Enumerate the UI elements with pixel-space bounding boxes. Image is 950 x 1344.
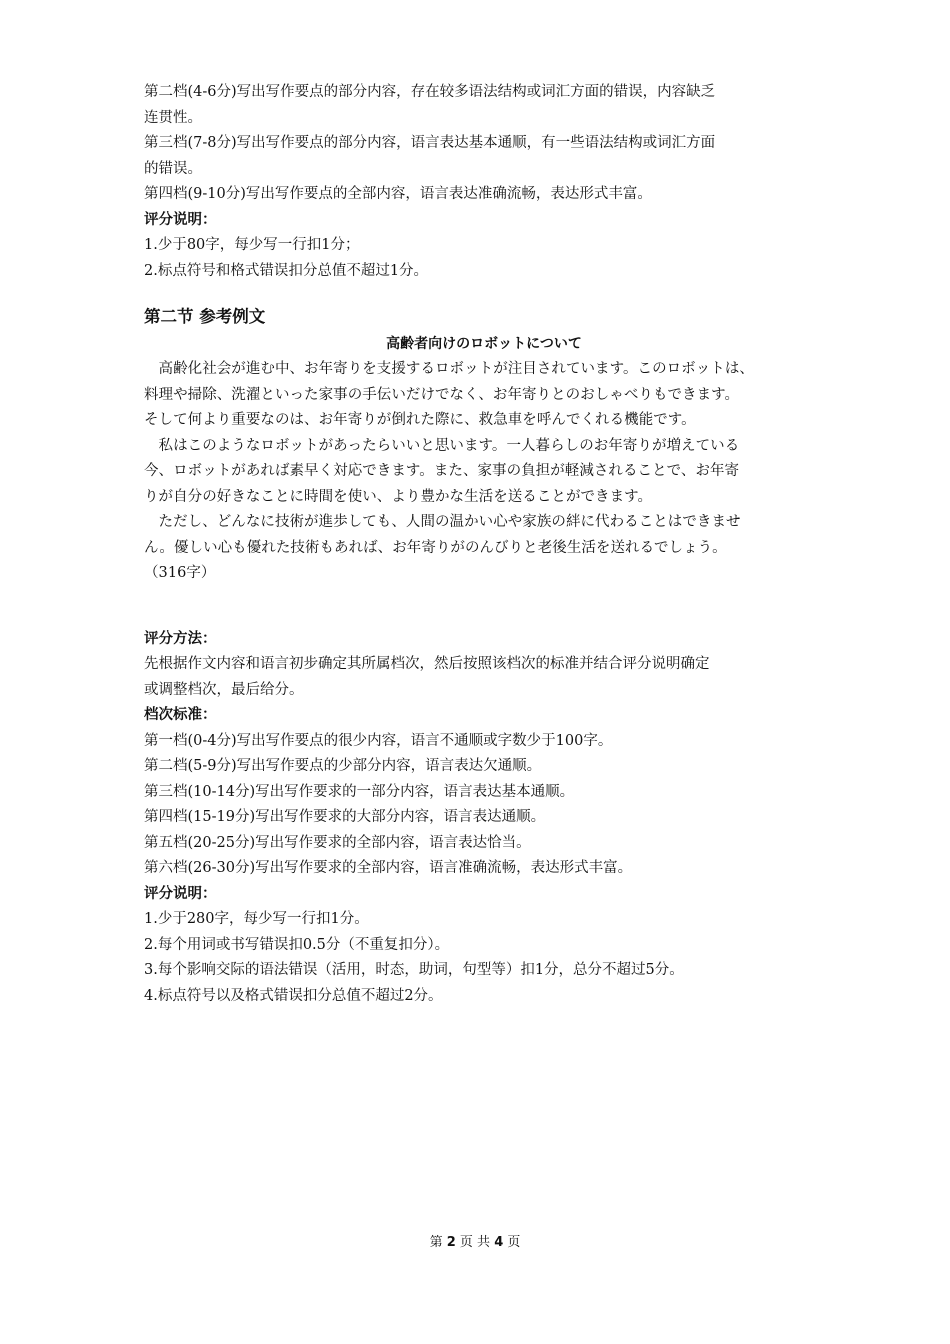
- standard-line: 第一档(0-4分)写出写作要点的很少内容，语言不通顺或字数少于100字。: [144, 732, 613, 749]
- essay-line: 料理や掃除、洗濯といった家事の手伝いだけでなく、お年寄りとのおしゃべりもできます。: [144, 386, 740, 403]
- method-line: 先根据作文内容和语言初步确定其所属档次，然后按照该档次的标准并结合评分说明确定: [144, 656, 710, 672]
- level-line: 连贯性。: [144, 109, 202, 126]
- essay-line: 私はこのようなロボットがあったらいいと思います。一人暮らしのお年寄りが増えている: [144, 437, 740, 454]
- essay-title: 高齢者向けのロボットについて: [386, 336, 582, 352]
- essay-line: ん。優しい心も優れた技術もあれば、お年寄りがのんびりと老後生活を送れるでしょう。: [144, 539, 727, 556]
- essay-text: [144, 357, 824, 587]
- footer-page-number: 2: [446, 1235, 456, 1250]
- note-line: 3.每个影响交际的语法错误（活用，时态，助词，句型等）扣1分，总分不超过5分。: [144, 962, 684, 978]
- level-line: 第二档(4-6分)写出写作要点的部分内容，存在较多语法结构或词汇方面的错误，内容缺乏: [144, 84, 716, 100]
- note-line: 1.少于80字，每少写一行扣1分；: [144, 237, 360, 253]
- standard-list: [144, 729, 824, 882]
- essay-line: 今、ロボットがあれば素早く対応できます。また、家事の負担が軽減されることで、お年寄: [144, 463, 740, 479]
- footer-prefix: 第: [429, 1235, 443, 1250]
- page-footer: [0, 1231, 950, 1250]
- footer-middle: 页 共: [459, 1235, 491, 1250]
- footer-suffix: 页: [507, 1235, 521, 1250]
- level-line: 的错误。: [144, 160, 202, 177]
- standard-line: 第四档(15-19分)写出写作要求的大部分内容，语言表达通顺。: [144, 809, 546, 825]
- top-levels: [144, 80, 824, 208]
- essay-word-count: （316字）: [144, 565, 216, 581]
- method-text: [144, 652, 824, 703]
- standard-line: 第五档(20-25分)写出写作要求的全部内容，语言表达恰当。: [144, 834, 531, 851]
- essay-line: そして何より重要なのは、お年寄りが倒れた際に、救急車を呼んでくれる機能です。: [144, 412, 696, 428]
- method-line: 或调整档次，最后给分。: [144, 681, 304, 698]
- note-line: 2.每个用词或书写错误扣0.5分（不重复扣分）。: [144, 936, 450, 953]
- essay-line: りが自分の好きなことに時間を使い、より豊かな生活を送ることができます。: [144, 488, 653, 505]
- note-line: 1.少于280字，每少写一行扣1分。: [144, 911, 369, 927]
- spacer: [144, 587, 824, 627]
- notes-heading: 评分说明：: [144, 885, 217, 902]
- standard-line: 第三档(10-14分)写出写作要求的一部分内容，语言表达基本通顺。: [144, 783, 575, 800]
- level-line: 第四档(9-10分)写出写作要点的全部内容，语言表达准确流畅，表达形式丰富。: [144, 186, 652, 202]
- footer-total-pages: 4: [494, 1235, 504, 1250]
- note-line: 2.标点符号和格式错误扣分总值不超过1分。: [144, 262, 429, 279]
- notes-list: [144, 907, 824, 1009]
- document-body: [144, 80, 824, 1009]
- essay-line: 高齢化社会が進む中、お年寄りを支援するロボットが注目されています。このロボットは、: [144, 361, 754, 377]
- level-line: 第三档(7-8分)写出写作要点的部分内容，语言表达基本通顺，有一些语法结构或词汇方面: [144, 135, 716, 151]
- method-heading: 评分方法：: [144, 630, 217, 647]
- section-heading: 第二节 参考例文: [144, 307, 266, 326]
- standard-line: 第六档(26-30分)写出写作要求的全部内容，语言准确流畅，表达形式丰富。: [144, 860, 633, 876]
- note-line: 4.标点符号以及格式错误扣分总值不超过2分。: [144, 987, 443, 1004]
- standard-line: 第二档(5-9分)写出写作要点的少部分内容，语言表达欠通顺。: [144, 758, 542, 774]
- top-notes: [144, 233, 824, 284]
- top-notes-heading: 评分说明：: [144, 211, 217, 228]
- standard-heading: 档次标准：: [144, 707, 217, 723]
- essay-line: ただし、どんなに技術が進歩しても、人間の温かい心や家族の絆に代わることはできませ: [144, 514, 741, 530]
